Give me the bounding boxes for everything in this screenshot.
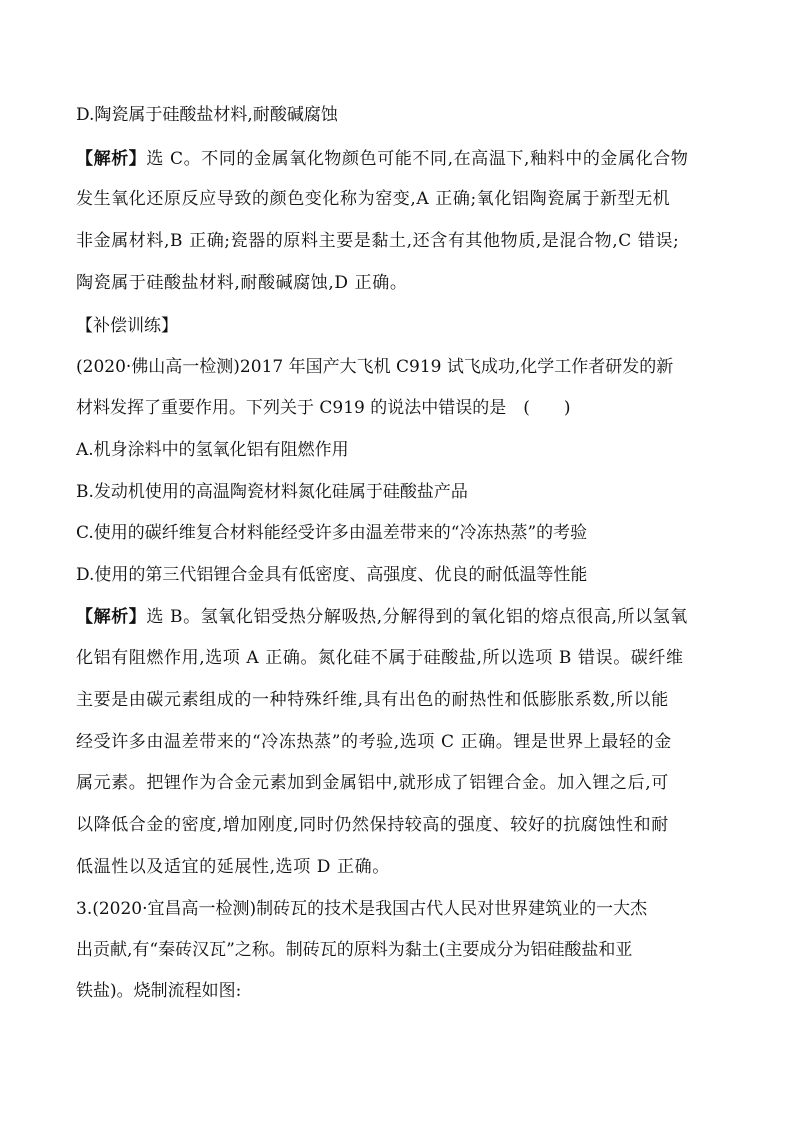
- option-d: D.使用的第三代铝锂合金具有低密度、高强度、优良的耐低温等性能: [76, 565, 588, 585]
- question3-line-2: 出贡献,有“秦砖汉瓦”之称。制砖瓦的原料为黏土(主要成分为铝硅酸盐和亚: [76, 940, 633, 960]
- question3-line-3: 铁盐)。烧制流程如图:: [76, 981, 242, 1001]
- analysis-text: 选 B。氢氧化铝受热分解吸热,分解得到的氧化铝的熔点很高,所以氢氧: [146, 607, 688, 627]
- supplement-heading: 【补偿训练】: [76, 316, 178, 336]
- analysis-line-4: 陶瓷属于硅酸盐材料,耐酸碱腐蚀,D 正确。: [76, 273, 408, 293]
- analysis-b-line-6: 以降低合金的密度,增加刚度,同时仍然保持较高的强度、较好的抗腐蚀性和耐: [76, 815, 669, 835]
- analysis-b-line-2: 化铝有阻燃作用,选项 A 正确。氮化硅不属于硅酸盐,所以选项 B 错误。碳纤维: [76, 648, 684, 668]
- analysis-line-2: 发生氧化还原反应导致的颜色变化称为窑变,A 正确;氧化铝陶瓷属于新型无机: [76, 189, 671, 209]
- analysis-b-line-3: 主要是由碳元素组成的一种特殊纤维,具有出色的耐热性和低膨胀系数,所以能: [76, 690, 669, 710]
- question-line-1: (2020·佛山高一检测)2017 年国产大飞机 C919 试飞成功,化学工作者研发的新: [76, 357, 674, 377]
- option-a: A.机身涂料中的氢氧化铝有阻燃作用: [76, 440, 349, 460]
- analysis-text: 选 C。不同的金属氧化物颜色可能不同,在高温下,釉料中的金属化合物: [146, 149, 689, 169]
- analysis-tag: 【解析】: [76, 149, 147, 169]
- analysis-b-line-4: 经受许多由温差带来的“冷冻热蒸”的考验,选项 C 正确。锂是世界上最轻的金: [76, 732, 672, 752]
- analysis-b-line-5: 属元素。把锂作为合金元素加到金属铝中,就形成了铝锂合金。加入锂之后,可: [76, 773, 669, 793]
- option-c: C.使用的碳纤维复合材料能经受许多由温差带来的“冷冻热蒸”的考验: [76, 523, 588, 543]
- analysis-tag: 【解析】: [76, 607, 147, 627]
- analysis-line-1: [76, 147, 688, 171]
- option-d-text: D.陶瓷属于硅酸盐材料,耐酸碱腐蚀: [76, 105, 338, 125]
- question-line-2: 材料发挥了重要作用。下列关于 C919 的说法中错误的是 ( ): [76, 398, 571, 418]
- analysis-b-line-1: [76, 605, 688, 629]
- analysis-b-line-7: 低温性以及适宜的延展性,选项 D 正确。: [76, 857, 390, 877]
- option-b: B.发动机使用的高温陶瓷材料氮化硅属于硅酸盐产品: [76, 482, 468, 502]
- analysis-line-3: 非金属材料,B 正确;瓷器的原料主要是黏土,还含有其他物质,是混合物,C 错误;: [76, 231, 680, 251]
- question3-line-1: 3.(2020·宜昌高一检测)制砖瓦的技术是我国古代人民对世界建筑业的一大杰: [76, 899, 648, 919]
